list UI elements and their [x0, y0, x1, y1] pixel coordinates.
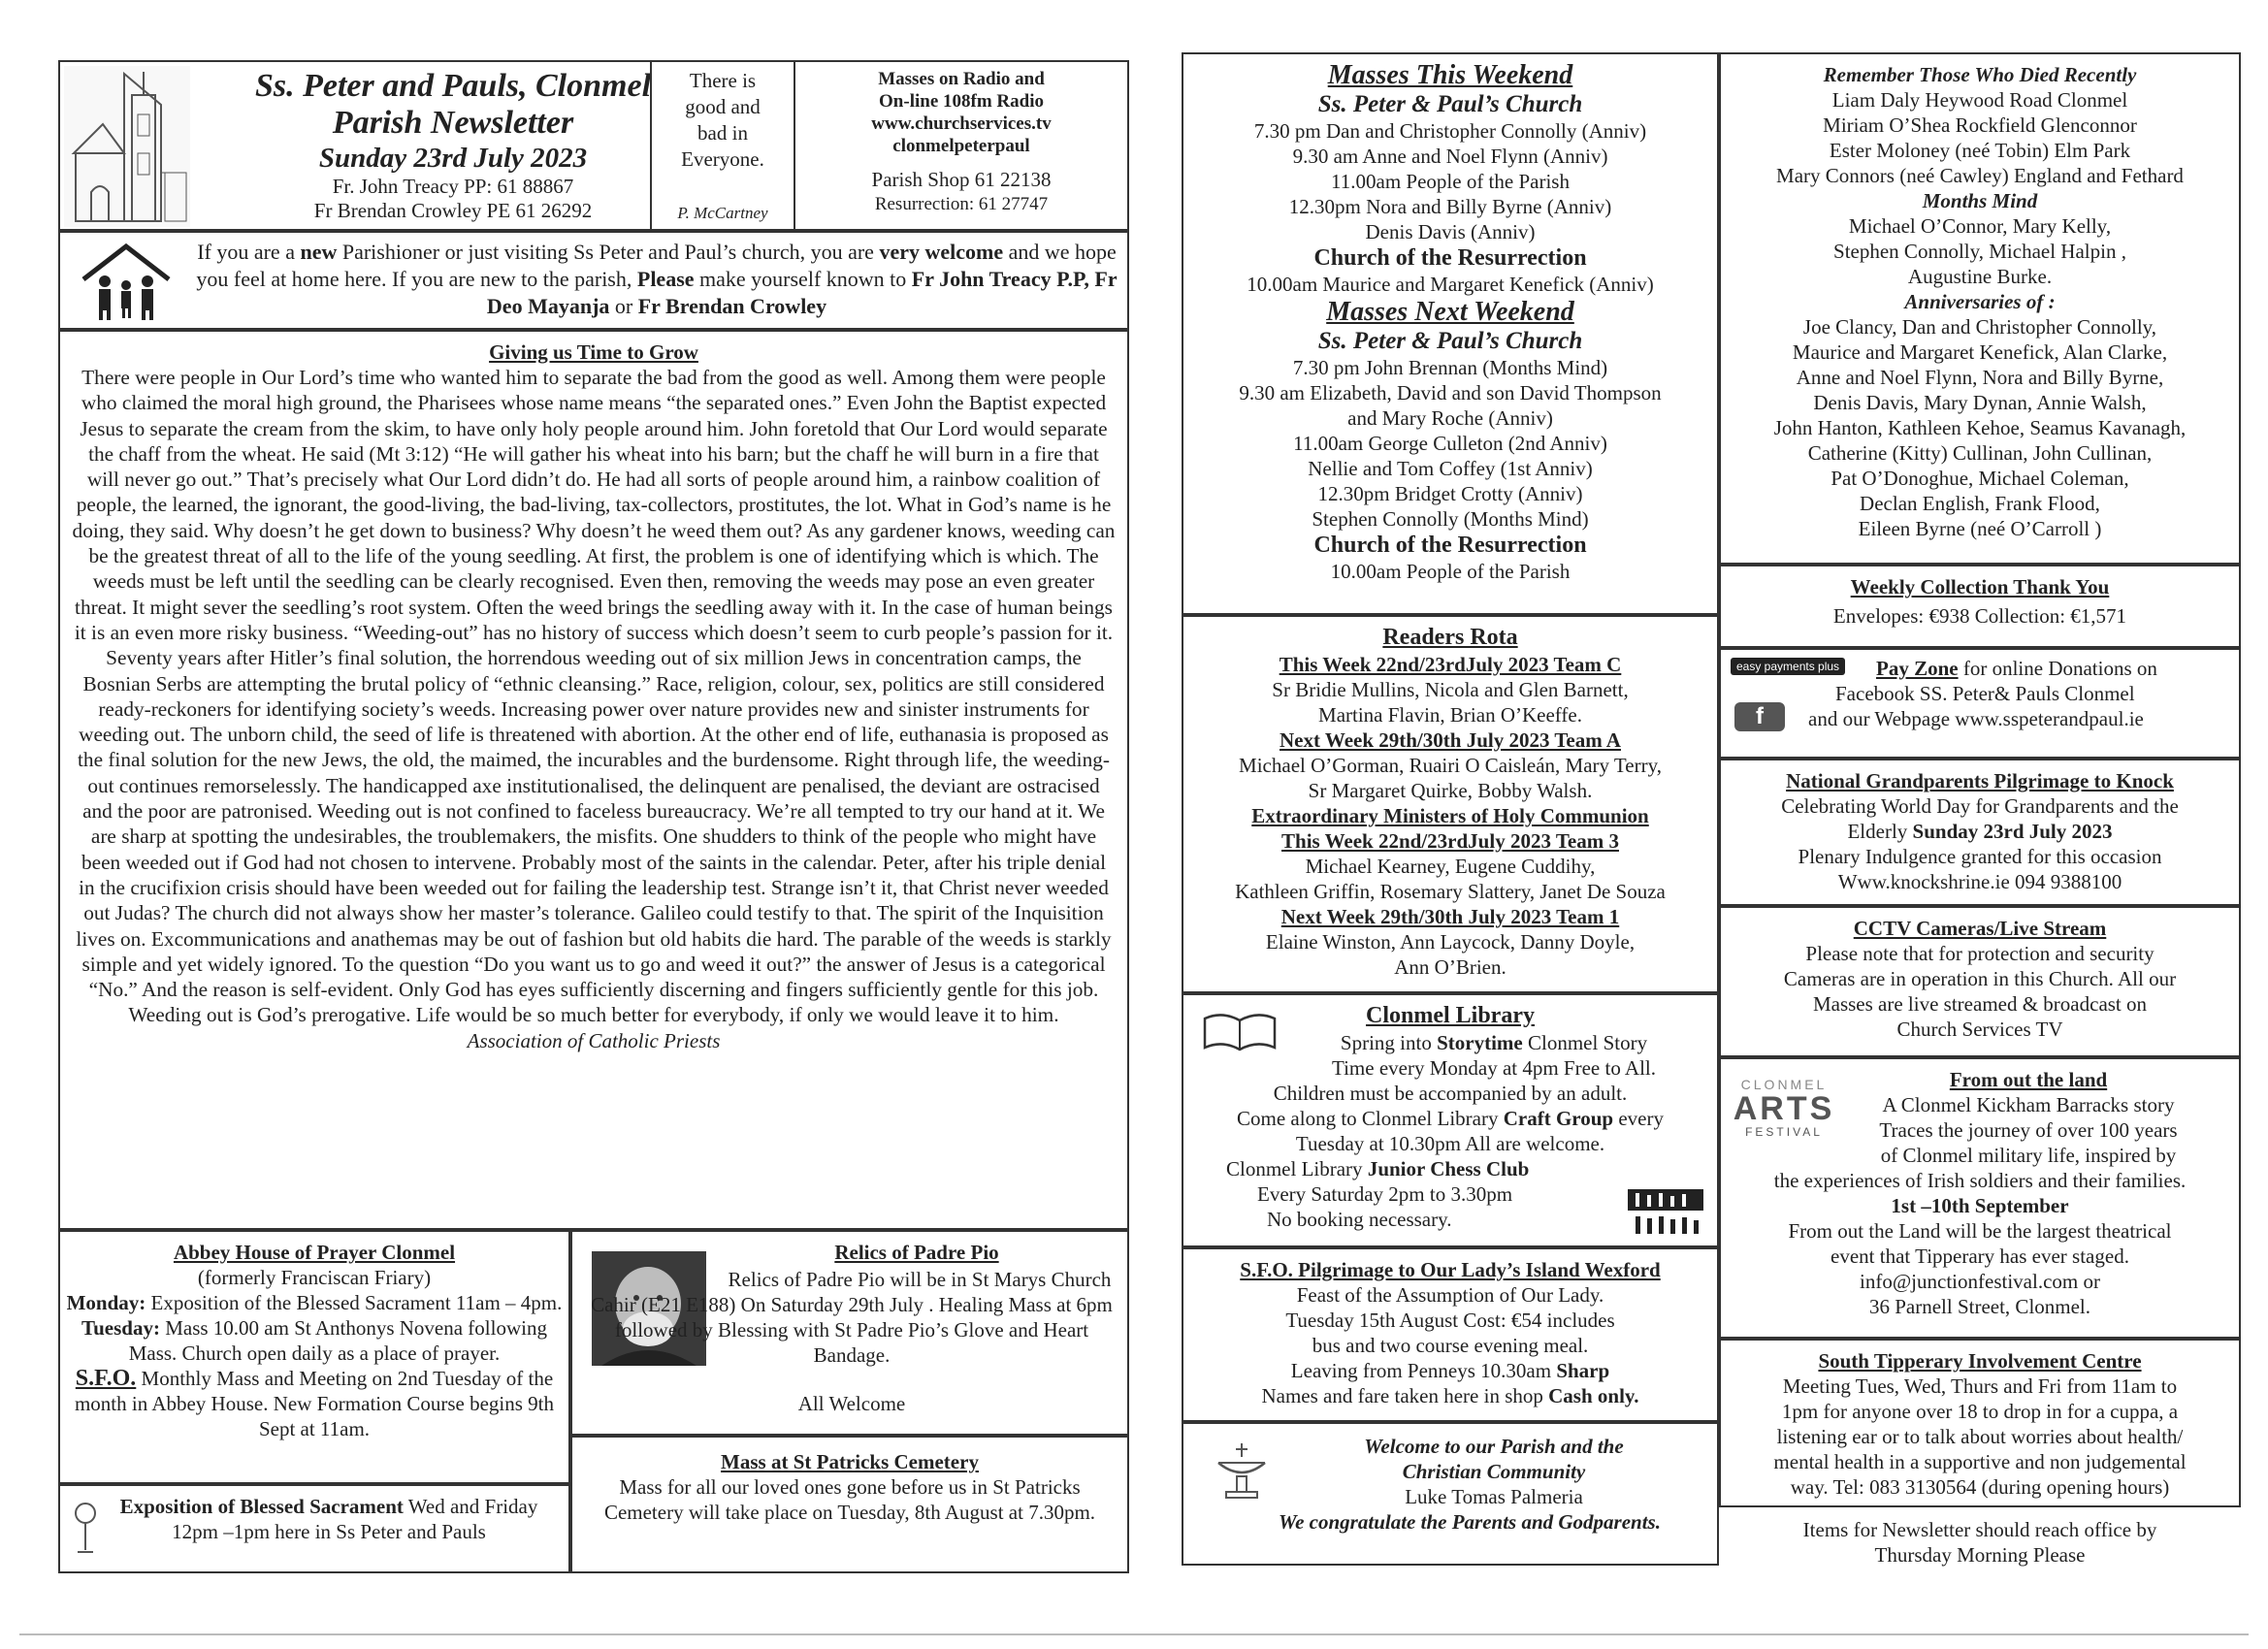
padre-pio-text: Relics of Padre Pio will be in St Marys Church Cahir (E21 E188) On Saturday 29th July . Healing Mass at 6pm followed by Blessing with St Padre Pio’s Glove and Heart Bandage.: [591, 1268, 1113, 1367]
newsletter-submission-note: [1719, 1517, 2241, 1568]
stic-line-5: way. Tel: 083 3130564 (during opening hours): [1790, 1475, 2170, 1499]
easy-payments-logo: easy payments plus: [1731, 658, 1845, 675]
remember-title: Remember Those Who Died Recently: [1823, 63, 2137, 86]
library-line-2: Time every Monday at 4pm Free to All.: [1331, 1056, 1657, 1080]
newsletter-title: Ss. Peter and Pauls, Clonmel: [254, 68, 652, 104]
stic-title: South Tipperary Involvement Centre: [1818, 1349, 2142, 1373]
festival-line-1: A Clonmel Kickham Barracks story: [1882, 1093, 2175, 1116]
abbey-sfo: S.F.O. Monthly Mass and Meeting on 2nd Tuesday of the month in Abbey House. New Formation Course begins 9th Sept at 11am.: [74, 1366, 555, 1440]
baptism-line-2: Christian Community: [1402, 1460, 1586, 1483]
em-this-heading: This Week 22nd/23rdJuly 2023 Team 3: [1281, 829, 1619, 853]
ann-2: Maurice and Margaret Kenefick, Alan Clarke,: [1792, 340, 2168, 364]
sfo-pilgrimage-box: [1182, 1247, 1719, 1422]
library-line-4: Come along to Clonmel Library Craft Group every: [1237, 1107, 1664, 1130]
sfo-pilgrimage-title: S.F.O. Pilgrimage to Our Lady’s Island Wexford: [1240, 1258, 1661, 1281]
sfo-line-3: bus and two course evening meal.: [1312, 1334, 1589, 1357]
festival-email: info@junctionfestival.com or: [1860, 1270, 2100, 1293]
article-box: [58, 330, 1129, 1230]
page-bottom-rule: [19, 1633, 2249, 1635]
arts-festival-logo: CLONMEL ARTS FESTIVAL: [1733, 1077, 1835, 1139]
festival-dates: 1st –10th September: [1891, 1194, 2069, 1217]
readers-next-heading: Next Week 29th/30th July 2023 Team A: [1280, 728, 1621, 752]
baptism-name: Luke Tomas Palmeria: [1405, 1485, 1583, 1508]
radio-line-2: On-line 108fm Radio: [879, 91, 1044, 112]
sfo-names: Names and fare taken here in shop Cash only.: [1261, 1384, 1639, 1407]
mass-next-7: Stephen Connolly (Months Mind): [1312, 507, 1589, 531]
library-line-8: No booking necessary.: [1267, 1208, 1452, 1231]
mm-3: Augustine Burke.: [1907, 265, 2053, 288]
masses-this-resurrection: Church of the Resurrection: [1313, 245, 1587, 271]
mass-this-1: 7.30 pm Dan and Christopher Connolly (Anniv): [1253, 119, 1647, 143]
knock-line-3: Plenary Indulgence granted for this occasion: [1798, 845, 2162, 868]
newsletter-date: Sunday 23rd July 2023: [318, 143, 588, 174]
collection-title: Weekly Collection Thank You: [1850, 575, 2110, 598]
library-title: Clonmel Library: [1366, 1003, 1535, 1028]
festival-line-4: the experiences of Irish soldiers and their families.: [1773, 1169, 2187, 1192]
mm-1: Michael O’Connor, Mary Kelly,: [1848, 214, 2112, 238]
readers-this-1: Sr Bridie Mullins, Nicola and Glen Barnett,: [1272, 678, 1629, 701]
mm-2: Stephen Connolly, Michael Halpin ,: [1833, 240, 2126, 263]
em-next-2: Ann O’Brien.: [1394, 955, 1507, 979]
cctv-line-2: Cameras are in operation in this Church. All our: [1783, 967, 2177, 990]
stic-line-4: mental health in a supportive and non judgemental: [1773, 1450, 2187, 1473]
cctv-title: CCTV Cameras/Live Stream: [1853, 917, 2107, 940]
knock-line-2: Elderly Sunday 23rd July 2023: [1847, 820, 2113, 843]
mass-next-2: 9.30 am Elizabeth, David and son David Thompson: [1239, 381, 1662, 404]
mass-this-3: 11.00am People of the Parish: [1331, 170, 1570, 193]
masthead: [58, 60, 1129, 231]
sfo-line-2: Tuesday 15th August Cost: €54 includes: [1285, 1309, 1615, 1332]
readers-this-heading: This Week 22nd/23rdJuly 2023 Team C: [1279, 653, 1622, 676]
mass-this-4: 12.30pm Nora and Billy Byrne (Anniv): [1288, 195, 1612, 218]
em-heading: Extraordinary Ministers of Holy Communion: [1251, 804, 1649, 827]
died-2: Miriam O’Shea Rockfield Glenconnor: [1823, 113, 2137, 137]
chess-pieces-icon: [1628, 1189, 1703, 1236]
exposition-text: Exposition of Blessed Sacrament Wed and Friday 12pm –1pm here in Ss Peter and Pauls: [119, 1495, 538, 1543]
cemetery-title: Mass at St Patricks Cemetery: [721, 1450, 979, 1473]
parish-emeritus-phone: Fr Brendan Crowley PE 61 26292: [313, 199, 593, 222]
mass-next-4: 11.00am George Culleton (2nd Anniv): [1293, 432, 1607, 455]
mass-this-2: 9.30 am Anne and Noel Flynn (Anniv): [1292, 145, 1608, 168]
padre-pio-title: Relics of Padre Pio: [834, 1241, 999, 1264]
masses-box: [1182, 52, 1719, 615]
mass-next-res: 10.00am People of the Parish: [1330, 560, 1571, 583]
ann-8: Declan English, Frank Flood,: [1860, 492, 2100, 515]
payzone-line-1: Pay Zone for online Donations on: [1876, 657, 2157, 680]
stic-line-1: Meeting Tues, Wed, Thurs and Fri from 11am to: [1782, 1374, 2178, 1398]
resurrection-phone: Resurrection: 61 27747: [874, 194, 1049, 214]
months-mind-title: Months Mind: [1922, 189, 2038, 212]
mass-this-5: Denis Davis (Anniv): [1365, 220, 1536, 243]
family-home-icon: [78, 241, 175, 322]
cemetery-text: Mass for all our loved ones gone before us in St Patricks Cemetery will take place on Tuesday, 8th August at 7.30pm.: [603, 1475, 1096, 1524]
newsletter-subtitle: Parish Newsletter: [332, 105, 574, 141]
anniversaries-title: Anniversaries of :: [1904, 290, 2056, 313]
payzone-line-3: and our Webpage www.sspeterandpaul.ie: [1808, 707, 2144, 730]
abbey-title: Abbey House of Prayer Clonmel: [173, 1241, 456, 1264]
collection-amounts: Envelopes: €938 Collection: €1,571: [1832, 604, 2127, 628]
footer-line-1: Items for Newsletter should reach office by: [1802, 1518, 2157, 1541]
masses-this-church: Ss. Peter & Paul’s Church: [1317, 91, 1583, 117]
parish-shop-phone: Parish Shop 61 22138: [871, 168, 1052, 191]
quote-author: P. McCartney: [677, 204, 768, 222]
cctv-line-1: Please note that for protection and security: [1805, 942, 2155, 965]
baptismal-font-icon: [1213, 1441, 1271, 1502]
cctv-line-4: Church Services TV: [1896, 1018, 2063, 1041]
ann-7: Pat O’Donoghue, Michael Coleman,: [1831, 467, 2129, 490]
ann-3: Anne and Noel Flynn, Nora and Billy Byrne,: [1796, 366, 2164, 389]
cctv-box: [1719, 906, 2241, 1057]
open-book-icon: [1201, 1009, 1279, 1053]
ann-5: John Hanton, Kathleen Kehoe, Seamus Kavanagh,: [1773, 416, 2187, 439]
masses-next-church: Ss. Peter & Paul’s Church: [1317, 328, 1583, 354]
welcome-text: If you are a new Parishioner or just visiting Ss Peter and Paul’s church, you are very welcome and we hope you feel at home here. If you are new to the parish, Please make yourself known to Fr John Treacy P.P, Fr Deo Mayanja or Fr Brendan Crowley: [196, 240, 1118, 318]
padre-pio-welcome: All Welcome: [797, 1392, 906, 1415]
stic-line-2: 1pm for anyone over 18 to drop in for a cuppa, a: [1781, 1400, 2179, 1423]
cctv-line-3: Masses are live streamed & broadcast on: [1812, 992, 2148, 1016]
footer-line-2: Thursday Morning Please: [1874, 1543, 2086, 1567]
article-source: Association of Catholic Priests: [467, 1028, 721, 1052]
monstrance-icon: [74, 1500, 97, 1558]
exposition-box: [58, 1484, 570, 1573]
stic-box: [1719, 1339, 2241, 1507]
library-line-3: Children must be accompanied by an adult.: [1273, 1082, 1628, 1105]
sfo-leaving: Leaving from Penneys 10.30am Sharp: [1290, 1359, 1610, 1382]
library-line-6: Clonmel Library Junior Chess Club: [1226, 1157, 1530, 1180]
mass-next-3: and Mary Roche (Anniv): [1347, 406, 1553, 430]
abbey-house-box: [58, 1230, 570, 1484]
stic-line-3: listening ear or to talk about worries about health/: [1776, 1425, 2184, 1448]
readers-next-1: Michael O’Gorman, Ruairi O Caisleán, Mary Terry,: [1239, 754, 1662, 777]
em-next-1: Elaine Winston, Ann Laycock, Danny Doyle,: [1265, 930, 1636, 954]
mass-next-1: 7.30 pm John Brennan (Months Mind): [1292, 356, 1608, 379]
library-line-1: Spring into Storytime Clonmel Story: [1340, 1031, 1648, 1054]
festival-title: From out the land: [1949, 1068, 2108, 1091]
mass-next-6: 12.30pm Bridget Crotty (Anniv): [1317, 482, 1583, 505]
festival-line-2: Traces the journey of over 100 years: [1879, 1118, 2178, 1142]
padre-pio-box: [570, 1230, 1129, 1436]
collection-box: [1719, 565, 2241, 648]
festival-line-3: of Clonmel military life, inspired by: [1880, 1144, 2177, 1167]
payzone-box: [1719, 648, 2241, 759]
died-1: Liam Daly Heywood Road Clonmel: [1831, 88, 2128, 112]
mass-next-5: Nellie and Tom Coffey (1st Anniv): [1308, 457, 1593, 480]
radio-info: [795, 68, 1127, 215]
baptism-box: [1182, 1422, 1719, 1566]
em-this-2: Kathleen Griffin, Rosemary Slattery, Janet De Souza: [1235, 880, 1666, 903]
library-box: [1182, 993, 1719, 1247]
sfo-line-1: Feast of the Assumption of Our Lady.: [1296, 1283, 1604, 1307]
quote-text: There is good and bad in Everyone.: [681, 69, 764, 171]
readers-next-2: Sr Margaret Quirke, Bobby Walsh.: [1308, 779, 1593, 802]
readers-box: [1182, 615, 1719, 993]
em-this-1: Michael Kearney, Eugene Cuddihy,: [1305, 855, 1596, 878]
ann-9: Eileen Byrne (neé O’Carroll ): [1858, 517, 2102, 540]
ann-1: Joe Clancy, Dan and Christopher Connolly,: [1802, 315, 2157, 339]
died-4: Mary Connors (neé Cawley) England and Fethard: [1776, 164, 2184, 187]
article-title: Giving us Time to Grow: [489, 340, 698, 364]
ann-4: Denis Davis, Mary Dynan, Annie Walsh,: [1813, 391, 2147, 414]
radio-line-3: www.churchservices.tv: [871, 113, 1052, 134]
library-line-7: Every Saturday 2pm to 3.30pm: [1257, 1182, 1513, 1206]
readers-title: Readers Rota: [1382, 625, 1518, 650]
radio-line-4: clonmelpeterpaul: [892, 136, 1030, 156]
baptism-congrats: We congratulate the Parents and Godparents.: [1279, 1510, 1661, 1534]
knock-line-1: Celebrating World Day for Grandparents and the: [1781, 794, 2179, 818]
ann-6: Catherine (Kitty) Cullinan, John Cullinan,: [1807, 441, 2153, 465]
abbey-monday: Monday: Exposition of the Blessed Sacrament 11am – 4pm. Tuesday: Mass 10.00 am St Anthonys Novena following Mass. Church open daily as a place of prayer.: [66, 1291, 563, 1365]
festival-line-6: event that Tipperary has ever staged.: [1831, 1245, 2129, 1268]
quote-box: [650, 60, 795, 231]
masses-this-title: Masses This Weekend: [1327, 60, 1573, 90]
festival-address: 36 Parnell Street, Clonmel.: [1868, 1295, 2091, 1318]
parish-priest-phone: Fr. John Treacy PP: 61 88867: [332, 175, 574, 198]
welcome-box: [58, 231, 1129, 330]
masses-next-resurrection: Church of the Resurrection: [1313, 533, 1587, 558]
knock-box: [1719, 759, 2241, 906]
died-3: Ester Moloney (neé Tobin) Elm Park: [1829, 139, 2131, 162]
church-illustration: [64, 66, 190, 227]
abbey-subtitle: (formerly Franciscan Friary): [197, 1266, 432, 1289]
radio-line-1: Masses on Radio and: [878, 69, 1045, 89]
mass-this-res: 10.00am Maurice and Margaret Kenefick (Anniv): [1247, 273, 1654, 296]
cemetery-box: [570, 1436, 1129, 1573]
article-body: There were people in Our Lord’s time who wanted him to separate the bad from the good as well. Among them were people who claimed the moral high ground, the Pharisees whose name means “the separated ones.” Even John the Baptist expected Jesus to separate the cream from the skim, to have only holy people around him. John foretold that Our Lord would separate the chaff from the wheat. He said (Mt 3:12) “He will gather his wheat into his barn; but the chaff he will burn in a fire that will never go out.” That’s precisely what Our Lord didn’t do. He had all sorts of people around him, a rainbow coalition of people, the learned, the ignorant, the good-living, the bad-living, tax-collectors, prostitutes, the lot. What in God’s name is he doing, they said. Why doesn’t he get down to business? Why doesn’t he weed them out? As any gardener knows, weeding can be the greatest threat of all to the life of the young seedling. At first, the problem is one of identifying which is which. The weeds must be left until the seedling can be clearly recognised. Even then, removing the weeds may pose an even greater threat. It might sever the seedling’s root system. Often the weed brings the seedling away with it. In the case of human beings it is an even more risky business. “Weeding-out” has no history of success which doesn’t seem to curb people’s passion for it. Seventy years after Hitler’s final solution, the horrendous weeding out of six million Jews in concentration camps, the Bosnian Serbs are attempting the brutal policy of “ethnic cleansing.” Race, religion, colour, sex, politics are still considered ready-reckoners for identifying society’s weeds. Increasing power over nature provides new and sinister instruments for weeding out. The unborn child, the seed of life is threatened with abortion. At the other end of life, euthanasia is proposed as the final solution for the new Jews, the old, the maimed, the incurables and the burdensome. Right through life, the weeding-out continues remorselessly. The handicapped axe institutionalised, the delinquent are penalised, the deviant are ostracised and the poor are patronised. Weeding out is not confined to faceless bureaucracy. We’re all tempted to try our hand at it. We are sharp at spotting the undesirables, the troublemakers, the misfits. One shudders to think of the people who might have been weeded out if God had not chosen to intervene. Probably most of the saints in the calendar. Peter, after his triple denial in the crucifixion crisis should have been weeded out for failing the leadership test. Strange isn’t it, that Christ never weeded out Judas? The church did not always show her master’s tolerance. Galileo could testify to that. The spirit of the Inquisition lives on. Excommunications and anathemas may be out of fashion but old habits die hard. The parable of the weeds is starkly simple and yet widely ignored. To the question “Do you want us to go and weed it out?” the answer of Jesus is a categorical “No.” And the reason is self-evident. Only God has eyes sufficiently discerning and fingers sufficiently gentle for this job. Weeding out is God’s prerogative. Life would be so much better for everybody, if only we would leave it to him.: [72, 366, 1116, 1027]
masses-next-title: Masses Next Weekend: [1326, 297, 1574, 327]
remember-box: [1719, 52, 2241, 565]
facebook-icon: f: [1734, 702, 1785, 731]
library-line-5: Tuesday at 10.30pm All are welcome.: [1295, 1132, 1605, 1155]
knock-title: National Grandparents Pilgrimage to Knock: [1786, 769, 2174, 792]
baptism-line-1: Welcome to our Parish and the: [1364, 1435, 1624, 1458]
festival-line-5: From out the Land will be the largest theatrical: [1788, 1219, 2172, 1243]
em-next-heading: Next Week 29th/30th July 2023 Team 1: [1280, 905, 1620, 928]
payzone-line-2: Facebook SS. Peter& Pauls Clonmel: [1835, 682, 2135, 705]
knock-line-4: Www.knockshrine.ie 094 9388100: [1837, 870, 2122, 893]
festival-box: [1719, 1057, 2241, 1339]
readers-this-2: Martina Flavin, Brian O’Keeffe.: [1318, 703, 1582, 727]
